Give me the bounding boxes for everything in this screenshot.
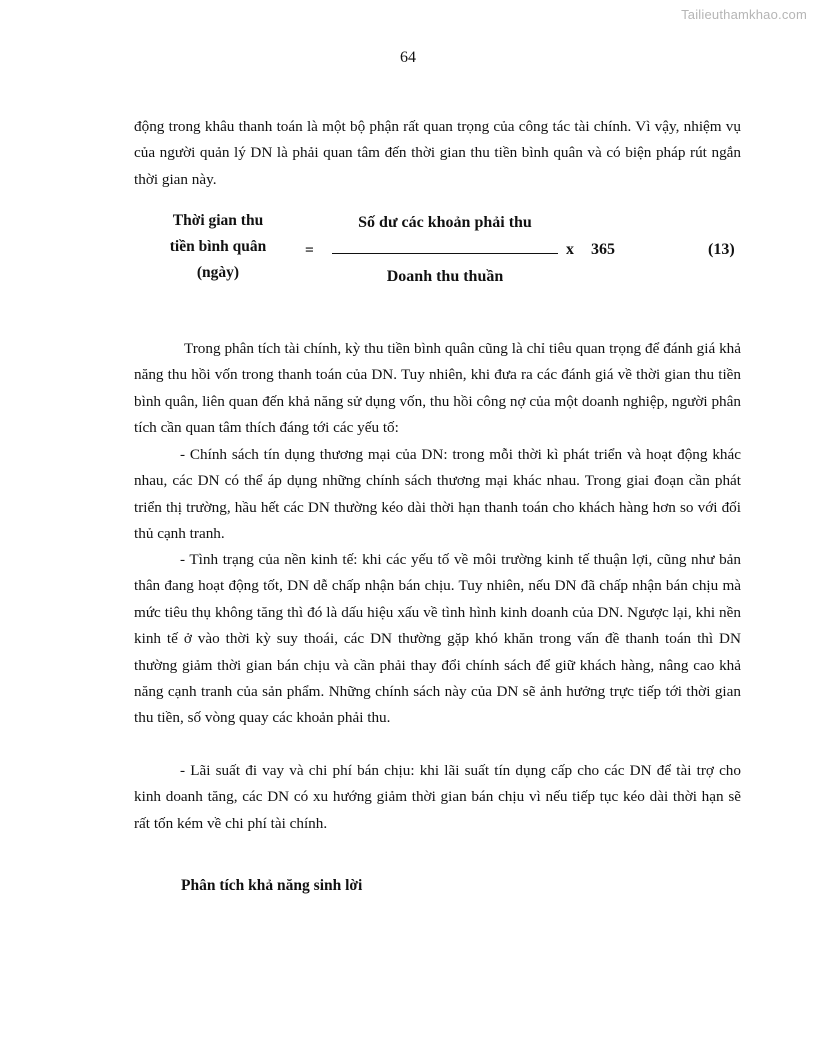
paragraph-intro: động trong khâu thanh toán là một bộ phận rất quan trọng của công tác tài chính. Vì vậy, nhiệm vụ của người quản lý DN là phải quan tâm đến thời gian thu tiền bình quân và có biện pháp rút ngắn thời gian này.: [134, 118, 741, 188]
formula-label-line: Thời gian thu: [172, 212, 264, 229]
formula-denominator: Doanh thu thuần: [386, 268, 504, 285]
formula-equals: =: [305, 242, 314, 259]
page-number: 64: [400, 49, 416, 66]
formula-average-collection-period: [0, 200, 816, 300]
formula-label-line: tiền bình quân: [169, 238, 267, 255]
formula-index: (13): [708, 241, 735, 258]
paragraph-credit-policy: - Chính sách tín dụng thương mại của DN: trong mỗi thời kì phát triển và hoạt động khác nhau, các DN có thể áp dụng những chính sách thương mại khác nhau. Trong giai đoạn cần phát triển thị trường, hầu hết các DN thường kéo dài thời hạn thanh toán cho khách hàng hơn so với đối thủ cạnh tranh.: [134, 446, 741, 543]
formula-numerator: Số dư các khoản phải thu: [358, 214, 532, 231]
paragraph-economy: - Tình trạng của nền kinh tế: khi các yếu tố về môi trường kinh tế thuận lợi, cũng như bản thân đang hoạt động tốt, DN dễ chấp nhận bán chịu. Tuy nhiên, nếu DN đã chấp nhận bán chịu mà mức tiêu thụ không tăng thì đó là dấu hiệu xấu về tình hình kinh doanh của DN. Ngược lại, khi nền kinh tế ở vào thời kỳ suy thoái, các DN thường gặp khó khăn trong vấn đề thanh toán thì DN thường giảm thời gian bán chịu và cần phải thay đổi chính sách để giữ khách hàng, nâng cao khả năng cạnh tranh của sản phẩm. Những chính sách này của DN sẽ ảnh hưởng trực tiếp tới thời gian thu tiền, số vòng quay các khoản phải thu.: [134, 551, 741, 727]
fraction-line: [332, 253, 558, 254]
formula-label: [148, 208, 288, 286]
formula-times: x: [566, 241, 574, 258]
watermark: Tailieuthamkhao.com: [681, 7, 807, 22]
section-heading: Phân tích khả năng sinh lời: [181, 877, 363, 894]
formula-label-line: (ngày): [196, 264, 240, 281]
paragraph-analysis: Trong phân tích tài chính, kỳ thu tiền bình quân cũng là chỉ tiêu quan trọng để đánh giá khả năng thu hồi vốn trong thanh toán của DN. Tuy nhiên, khi đưa ra các đánh giá về thời gian thu tiền bình quân, liên quan đến khả năng sử dụng vốn, thu hồi công nợ của một doanh nghiệp, người phân tích cần quan tâm thích đáng tới các yếu tố:: [134, 340, 741, 437]
paragraph-interest-rate: - Lãi suất đi vay và chi phí bán chịu: khi lãi suất tín dụng cấp cho các DN để tài trợ cho kinh doanh tăng, các DN có xu hướng giảm thời gian bán chịu vì nếu tiếp tục kéo dài thời hạn sẽ rất tốn kém về chi phí tài chính.: [134, 762, 741, 832]
formula-multiplier: 365: [591, 241, 615, 258]
